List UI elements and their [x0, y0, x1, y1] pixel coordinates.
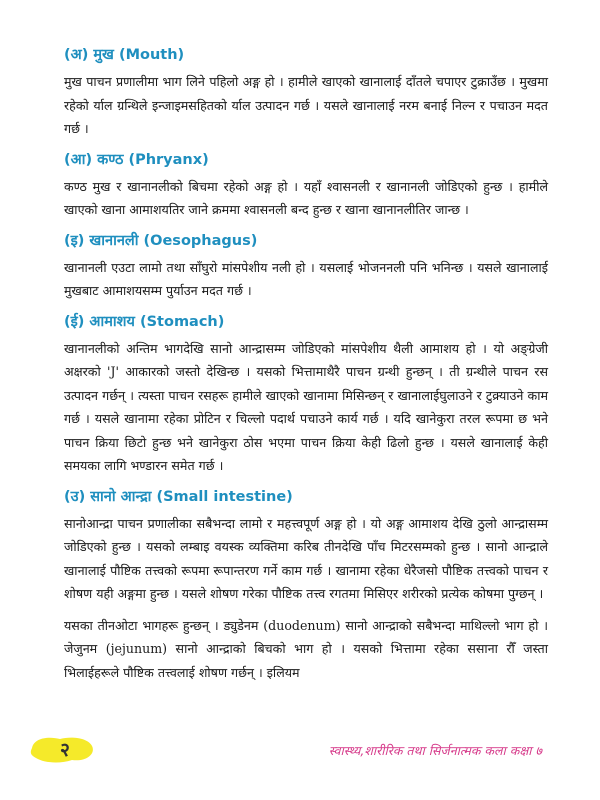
section-paragraph: खानानलीको अन्तिम भागदेखि सानो आन्द्रासम्म जोडिएको मांसपेशीय थैली आमाशय हो । यो अङ्ग्रेजी अक्षरको 'J' आकारको जस्तो देखिन्छ । यसको भित्तामाथैरै पाचन ग्रन्थी हुन्छन् । ती ग्रन्थीले पाचन रस उत्पादन गर्छन् । त्यस्ता पाचन रसहरू हामीले खाएको खानामा मिसिन्छन् र खानालाईघुलाउने र टुक्र्याउने काम गर्छ । यसले खानामा रहेका प्रोटिन र चिल्लो पदार्थ पचाउने कार्य गर्छ । यदि खानेकुरा तरल रूपमा छ भने पाचन क्रिया छिटो हुन्छ भने खानेकुरा ठोस भएमा पाचन क्रिया केही ढिलो हुन्छ । यसले खानालाई केही समयका लागि भण्डारन समेत गर्छ । — [64, 340, 548, 473]
section-heading: (उ) सानो आन्द्रा (Small intestine) — [64, 488, 293, 505]
section-paragraph: मुख पाचन प्रणालीमा भाग लिने पहिलो अङ्ग हो । हामीले खाएको खानालाई दाँतले चपाएर टुक्राउँछ । मुखमा रहेको र्याल ग्रन्थिले इन्जाइमसहितको र्याल उत्पादन गर्छ । यसले खानालाई नरम बनाई निल्न र पचाउन मदत गर्छ । — [64, 74, 548, 136]
section-paragraph: यसका तीनओटा भागहरू हुन्छन् । ड्युडेनम (duodenum) सानो आन्द्राको सबैभन्दा माथिल्लो भाग हो । जेजुनम (jejunum) सानो आन्द्राको बिचको भाग हो । यसको भित्तामा रहेका ससाना रौँ जस्ता भिलाईहरूले पौष्टिक तत्त्वलाई शोषण गर्छन् । इलियम — [64, 617, 548, 680]
section-paragraph: कण्ठ मुख र खानानलीको बिचमा रहेको अङ्ग हो । यहाँ श्वासनली र खानानली जोडिएको हुन्छ । हामीले खाएको खाना आमाशयतिर जाने क्रममा श्वासनली बन्द हुन्छ र खाना खानानलीतिर जान्छ । — [64, 178, 548, 217]
section-heading: (इ) खानानली (Oesophagus) — [64, 232, 258, 249]
page-footer — [0, 734, 600, 764]
section-paragraph: खानानली एउटा लामो तथा साँघुरो मांसपेशीय नली हो । यसलाई भोजननली पनि भनिन्छ । यसले खानालाई मुखबाट आमाशयसम्म पुर्याउन मदत गर्छ । — [64, 259, 548, 298]
section-heading: (आ) कण्ठ (Phryanx) — [64, 151, 209, 168]
book-title: स्वास्थ्य,शारीरिक तथा सिर्जनात्मक कला कक्षा ७ — [328, 743, 542, 758]
page-number: २ — [60, 739, 70, 761]
page-content — [64, 40, 548, 684]
section-heading: (अ) मुख (Mouth) — [64, 47, 185, 63]
section-heading: (ई) आमाशय (Stomach) — [64, 313, 225, 330]
section-paragraph: सानोआन्द्रा पाचन प्रणालीका सबैभन्दा लामो र महत्त्वपूर्ण अङ्ग हो । यो अङ्ग आमाशय देखि ठुलो आन्द्रासम्म जोडिएको हुन्छ । यसको लम्बाइ वयस्क व्यक्तिमा करिब तीनदेखि पाँच मिटरसम्मको हुन्छ । सानो आन्द्राले खानालाई पौष्टिक तत्त्वको रूपमा रूपान्तरण गर्ने काम गर्छ । खानामा रहेका धेरैजसो पौष्टिक तत्त्वको पाचन र शोषण यही अङ्गमा हुन्छ । यसले शोषण गरेका पौष्टिक तत्त्व रगतमा मिसिएर शरीरको प्रत्येक कोषमा पुग्छन् । — [64, 515, 548, 601]
